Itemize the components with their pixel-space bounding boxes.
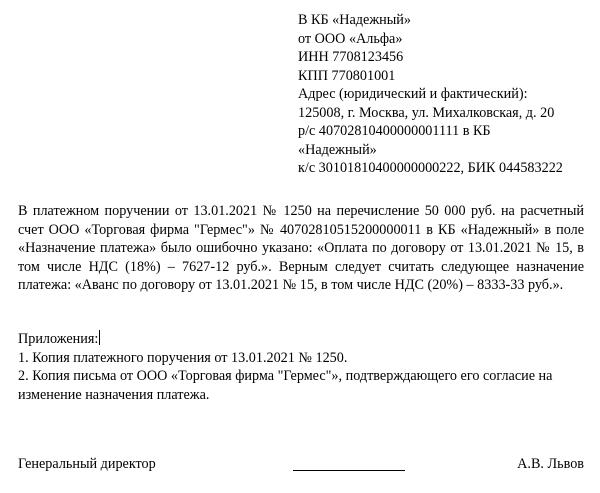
attachments-block[interactable] (18, 330, 588, 404)
attachments-heading-line[interactable] (18, 330, 588, 349)
addressee-account: р/с 40702810400000001111 в КБ (298, 123, 491, 139)
attachment-item-2: 2. Копия письма от ООО «Торговая фирма "Гермес"», подтверждающего его согласие на (18, 368, 553, 384)
addressee-corr-account: к/с 30101810400000000222, БИК 044583222 (298, 160, 563, 176)
addressee-kpp: КПП 770801001 (298, 67, 396, 84)
addressee-bank: В КБ «Надежный» (298, 12, 411, 28)
addressee-inn: ИНН 7708123456 (298, 49, 404, 65)
addressee-block (298, 11, 588, 178)
addressee-address: 125008, г. Москва, ул. Михалковская, д. 20 (298, 104, 555, 121)
signature-line (293, 470, 405, 471)
signature-block (18, 455, 584, 475)
signatory-position: Генеральный директор (18, 456, 156, 472)
addressee-account-bank: «Надежный» (298, 141, 377, 158)
attachment-item-1: 1. Копия платежного поручения от 13.01.2021 № 1250. (18, 349, 348, 366)
attachments-heading: Приложения: (18, 331, 99, 347)
addressee-address-label: Адрес (юридический и фактический): (298, 86, 528, 102)
letter-body: В платежном поручении от 13.01.2021 № 1250 на перечисление 50 000 руб. на расчетный счет ООО «Торговая фирма "Гермес"» № 40702810515200000011 в КБ «Надежный» в поле «Назначение платежа» было ошибочно указано: «Оплата по договору от 13.01.2021 № 15, в том числе НДС (18%) – 7627-12 руб.». Верным следует считать следующее назначение платежа: «Аванс по договору от 13.01.2021 № 15, в том числе НДС (20%) – 8333-33 руб.». (18, 203, 584, 293)
attachment-item-2-continued: изменение назначения платежа. (18, 386, 210, 403)
text-cursor (99, 330, 100, 345)
addressee-sender: от ООО «Альфа» (298, 30, 403, 47)
signatory-name: А.В. Львов (517, 456, 584, 472)
